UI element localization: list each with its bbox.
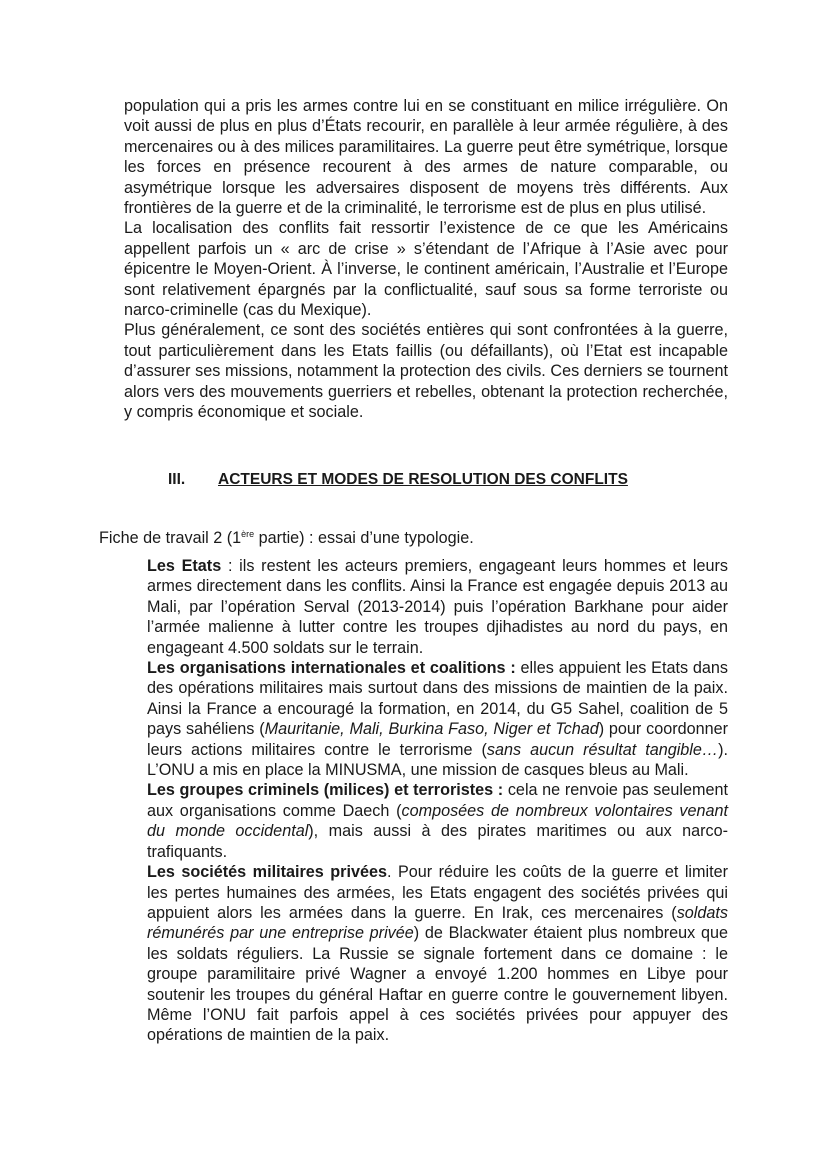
intro-paragraph: Plus généralement, ce sont des sociétés entières qui sont confrontées à la guerre, tout particulièrement dans les Etats faillis (ou défaillants), où l’Etat est incapable d’assurer ses missions, notamment la protection des civils. Ces derniers se tournent alors vers des mouvements guerriers et rebelles, obtenant la protection recherchée, y compris économique et sociale.	[124, 321, 728, 422]
intro-paragraph: La localisation des conflits fait ressortir l’existence de ce que les Américains appellent parfois un « arc de crise » s’étendant de l’Afrique à l’Asie avec pour épicentre le Moyen-Orient. À l’inverse, le continent américain, l’Australie et l’Europe sont relativement épargnés par la conflictualité, sauf sous sa forme terroriste ou narco-criminelle (cas du Mexique).	[124, 219, 728, 320]
intro-text	[124, 96, 728, 423]
actor-text: ), mais aussi à des pirates maritimes ou aux narco-trafiquants.	[147, 822, 729, 861]
actor-paragraph-etats	[147, 556, 728, 658]
section-number: III.	[168, 471, 186, 488]
actor-label: Les organisations internationales et coalitions :	[147, 659, 516, 678]
section-heading	[168, 471, 668, 489]
intro-paragraph: population qui a pris les armes contre lui en se constituant en milice irrégulière. On voit aussi de plus en plus d’États recourir, en parallèle à leur armée régulière, à des mercenaires ou à des milices paramilitaires. La guerre peut être symétrique, lorsque les forces en présence recourent à des armes de nature comparable, ou asymétrique lorsque les adversaires disposent de moyens très différents. Aux frontières de la guerre et de la criminalité, le terrorisme est de plus en plus utilisé.	[124, 97, 728, 218]
actor-paragraph-organisations	[147, 658, 728, 780]
actor-text: : ils restent les acteurs premiers, engageant leurs hommes et leurs armes directement dans les conflits. Ainsi la France est engagée depuis 2013 au Mali, par l’opération Serval (2013-2014) puis l’opération Barkhane pour aider l’armée malienne à lutter contre les troupes djihadistes au nord du pays, en engageant 4.500 soldats sur le terrain.	[147, 557, 728, 657]
actors-typology	[147, 556, 728, 1046]
worksheet-title	[99, 524, 474, 548]
actor-text: cela ne renvoie pas seulement aux organisations comme Daech (	[147, 781, 728, 820]
actor-label: Les sociétés militaires privées	[147, 863, 387, 882]
actor-paragraph-societes	[147, 862, 728, 1046]
worksheet-title-text: Fiche de travail 2 (1	[99, 529, 242, 547]
actor-label: Les Etats	[147, 557, 222, 575]
actor-text: ) de Blackwater étaient plus nombreux que les soldats réguliers. La Russie se signale fortement dans ce domaine : le groupe paramilitaire privé Wagner a envoyé 1.200 hommes en Libye pour soutenir les troupes du général Haftar en guerre contre le gouvernement libyen. Même l’ONU fait parfois appel à ces sociétés privées pour appuyer des opérations de maintien de la paix.	[147, 924, 728, 1045]
actor-text: . Pour réduire les coûts de la guerre et limiter les pertes humaines des armées, les Etats engagent des sociétés privées qui appuient alors les armées dans la guerre. En Irak, ces mercenaires (	[147, 863, 729, 922]
worksheet-title-text: partie) : essai d’une typologie.	[254, 529, 474, 547]
actor-text-italic: soldats rémunérés par une entreprise privée	[147, 903, 728, 943]
worksheet-title-superscript: ère	[241, 529, 255, 539]
section-title: ACTEURS ET MODES DE RESOLUTION DES CONFLITS	[218, 471, 628, 488]
actor-text-italic: Mauritanie, Mali, Burkina Faso, Niger et Tchad	[264, 720, 599, 739]
actor-label: Les groupes criminels (milices) et terroristes :	[147, 781, 504, 800]
actor-text: ) pour coordonner leurs actions militaires contre le terrorisme (	[147, 720, 729, 759]
actor-text-italic: sans aucun résultat tangible…	[486, 740, 719, 759]
actor-text: ). L’ONU a mis en place la MINUSMA, une mission de casques bleus au Mali.	[147, 740, 728, 780]
actor-paragraph-groupes	[147, 780, 728, 862]
actor-text-italic: composées de nombreux volontaires venant du monde occidental	[147, 801, 728, 841]
actor-text: elles appuient les Etats dans des opérations militaires mais surtout dans des missions de maintien de la paix. Ainsi la France a encouragé la formation, en 2014, du G5 Sahel, coalition de 5 pays sahéliens (	[147, 659, 729, 739]
